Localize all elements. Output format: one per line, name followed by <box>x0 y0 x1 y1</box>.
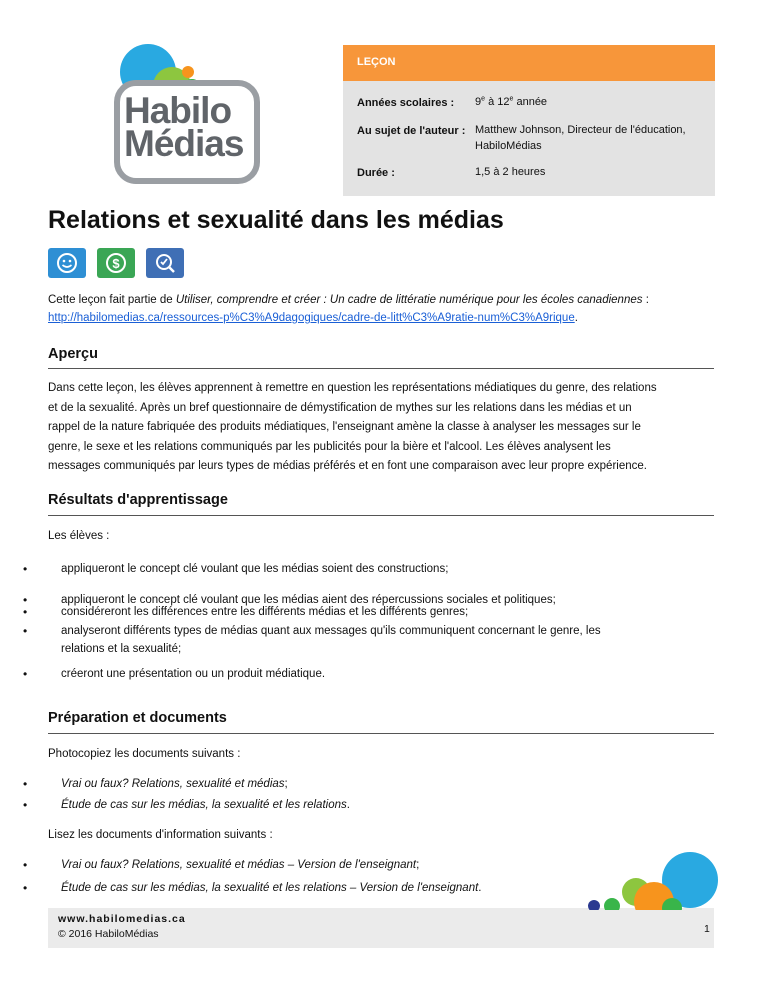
footer-website: www.habilomedias.ca <box>58 913 186 925</box>
apercu-paragraph: Dans cette leçon, les élèves apprennent à remettre en question les représentations médiatiques du genre, des relations et de la sexualité. Après un bref questionnaire de démystification de mythes sur les relations dans les médias et un rappel de la nature fabriquée des produits médiatiques, l'enseignant amène la classe à analyser les messages sur le genre, le sexe et les relations communiqués par les publicités pour la bière et l'alcool. Les élèves analysent les messages communiqués par leurs types de médias préférés et en font une comparaison avec leur propre expérience. <box>48 382 657 472</box>
duration-label: Durée : <box>357 167 395 179</box>
page-number: 1 <box>704 923 710 935</box>
intro-paragraph: Cette leçon fait partie de Utiliser, comprendre et créer : Un cadre de littératie numérique pour les écoles canadiennes : http://habilomedias.ca/ressources-p%C3%A9dagogiques/cadre-de-litt%C3%A9ratie-num%C3%A9rique. <box>48 294 649 324</box>
logo-wordmark: Habilo Médias <box>124 90 244 164</box>
footer-decorative-circles <box>580 850 720 910</box>
divider <box>48 733 714 734</box>
preparation-intro-read: Lisez les documents d'information suivants : <box>48 829 273 841</box>
habilomedias-logo <box>108 42 278 192</box>
author-value: Matthew Johnson, Directeur de l'éducation, HabiloMédias <box>475 124 686 152</box>
list-item: • considéreront les différences entre les différents médias et les différents genres; <box>23 605 469 619</box>
lesson-label: LEÇON <box>357 56 396 68</box>
footer-copyright: © 2016 HabiloMédias <box>58 928 159 940</box>
section-heading-resultats: Résultats d'apprentissage <box>48 492 228 508</box>
list-item: • Vrai ou faux? Relations, sexualité et médias – Version de l'enseignant; <box>23 858 420 872</box>
grades-label: Années scolaires : <box>357 97 455 109</box>
section-heading-preparation: Préparation et documents <box>48 710 227 726</box>
divider <box>48 368 714 369</box>
duration-value: 1,5 à 2 heures <box>475 166 546 178</box>
list-item: • créeront une présentation ou un produit médiatique. <box>23 667 326 681</box>
list-item: • appliqueront le concept clé voulant que les médias aient des répercussions sociales et politiques; <box>23 593 556 607</box>
dollar-icon <box>97 248 135 278</box>
list-item: • Étude de cas sur les médias, la sexualité et les relations – Version de l'enseignant. <box>23 881 482 895</box>
svg-text:$: $ <box>112 256 120 271</box>
section-heading-apercu: Aperçu <box>48 346 98 362</box>
lesson-header <box>343 45 715 81</box>
list-item: • appliqueront le concept clé voulant que les médias soient des constructions; <box>23 562 449 576</box>
divider <box>48 515 714 516</box>
lesson-info-box <box>343 81 715 196</box>
smile-icon <box>48 248 86 278</box>
author-label: Au sujet de l'auteur : <box>357 125 466 137</box>
list-item: • Vrai ou faux? Relations, sexualité et médias; <box>23 777 288 791</box>
lesson-title: Relations et sexualité dans les médias <box>48 206 504 234</box>
resultats-intro: Les élèves : <box>48 530 110 542</box>
check-search-icon <box>146 248 184 278</box>
list-item: • Étude de cas sur les médias, la sexualité et les relations. <box>23 798 350 812</box>
grades-value: 9e à 12e année <box>475 95 548 108</box>
list-item: • analyseront différents types de médias quant aux messages qu'ils communiquent concernant le genre, les relations et la sexualité; <box>23 624 601 655</box>
framework-link[interactable]: http://habilomedias.ca/ressources-p%C3%A9dagogiques/cadre-de-litt%C3%A9ratie-num%C3%A9rique <box>48 312 575 324</box>
preparation-intro-photocopy: Photocopiez les documents suivants : <box>48 748 241 760</box>
